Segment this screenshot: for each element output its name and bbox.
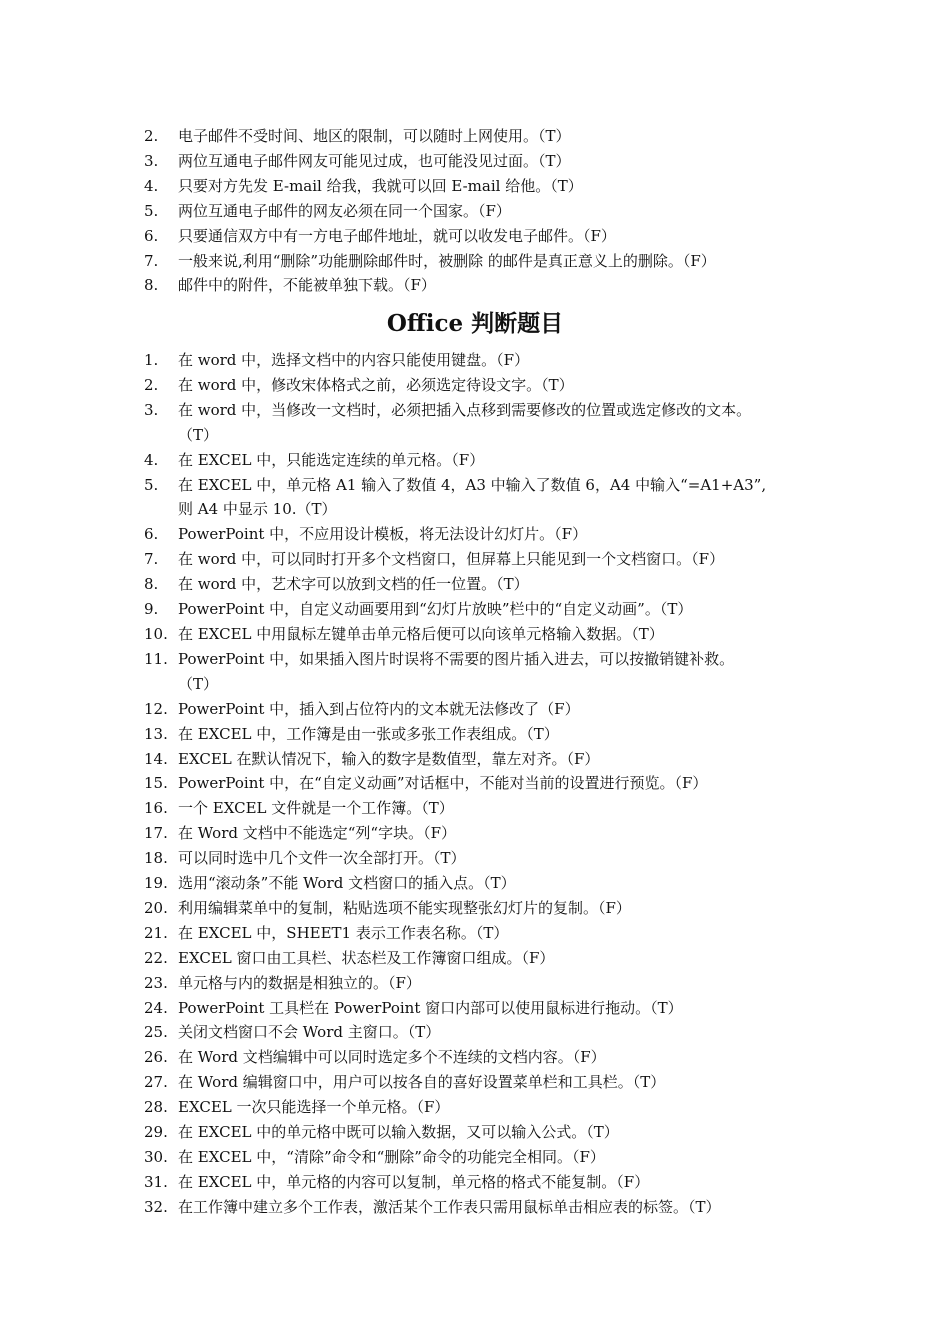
office-question-list (0, 348, 950, 1220)
question-text-line: 两位互通电子邮件的网友必须在同一个国家。（F） (178, 201, 511, 220)
question-number: 15. (144, 774, 168, 793)
question-item (0, 996, 950, 1021)
question-item (0, 348, 950, 373)
question-number: 23. (144, 973, 168, 992)
question-text-line: 只要通信双方中有一方电子邮件地址，就可以收发电子邮件。（F） (178, 226, 616, 245)
question-text-line: 在工作簿中建立多个工作表，激活某个工作表只需用鼠标单击相应表的标签。（T） (178, 1197, 721, 1216)
question-number: 27. (144, 1073, 168, 1092)
section-title: Office 判断题目 (386, 310, 564, 337)
question-text-line: 在 EXCEL 中，单元格 A1 输入了数值 4，A3 中输入了数值 6，A4 中输入“=A1+A3”, (178, 475, 767, 494)
question-item (0, 971, 950, 996)
question-item (0, 1120, 950, 1145)
question-item (0, 1045, 950, 1070)
question-text-line: EXCEL 在默认情况下，输入的数字是数值型，靠左对齐。（F） (178, 749, 600, 768)
question-text-line: 电子邮件不受时间、地区的限制，可以随时上网使用。（T） (178, 127, 571, 145)
question-item (0, 921, 950, 946)
question-number: 2. (144, 127, 159, 145)
question-number: 6. (144, 226, 159, 245)
question-number: 7. (144, 251, 159, 270)
question-item (0, 174, 950, 199)
question-item (0, 473, 950, 523)
question-number: 26. (144, 1048, 168, 1067)
question-item (0, 522, 950, 547)
question-item (0, 1095, 950, 1120)
question-number: 4. (144, 450, 159, 469)
question-text-line: 单元格与内的数据是相独立的。（F） (178, 973, 421, 992)
question-item (0, 722, 950, 747)
question-item (0, 1020, 950, 1045)
question-text-line: 在 EXCEL 中，工作簿是由一张或多张工作表组成。（T） (178, 724, 559, 743)
question-number: 18. (144, 849, 168, 868)
question-number: 5. (144, 475, 159, 494)
question-number: 25. (144, 1023, 168, 1042)
question-number: 6. (144, 525, 159, 544)
question-text-line: 一般来说,利用“删除”功能删除邮件时，被删除 的邮件是真正意义上的删除。（F） (178, 251, 716, 270)
email-question-list (0, 124, 950, 298)
question-item (0, 398, 950, 448)
question-item (0, 747, 950, 772)
question-text-line: 只要对方先发 E-mail 给我，我就可以回 E-mail 给他。（T） (178, 176, 583, 195)
question-item (0, 547, 950, 572)
question-number: 14. (144, 749, 168, 768)
question-item (0, 224, 950, 249)
question-text-line: 在 EXCEL 中，“清除”命令和“删除”命令的功能完全相同。（F） (178, 1148, 605, 1166)
question-item (0, 249, 950, 274)
question-item (0, 373, 950, 398)
question-number: 11. (144, 649, 168, 668)
question-item (0, 946, 950, 971)
question-number: 5. (144, 201, 159, 220)
question-text-line: PowerPoint 中，如果插入图片时误将不需要的图片插入进去，可以按撤销键补救。 (178, 649, 735, 668)
question-item (0, 896, 950, 921)
question-text-line: 在 word 中，艺术字可以放到文档的任一位置。（T） (178, 575, 529, 594)
question-text-line: PowerPoint 工具栏在 PowerPoint 窗口内部可以使用鼠标进行拖动。（T） (178, 998, 683, 1017)
question-item (0, 796, 950, 821)
question-number: 3. (144, 151, 159, 170)
question-text-line: EXCEL 窗口由工具栏、状态栏及工作簿窗口组成。（F） (178, 948, 555, 967)
question-number: 22. (144, 948, 168, 967)
question-text-line: 关闭文档窗口不会 Word 主窗口。（T） (178, 1023, 441, 1042)
question-number: 2. (144, 375, 159, 394)
question-number: 4. (144, 176, 159, 195)
question-text-line: 在 EXCEL 中用鼠标左键单击单元格后便可以向该单元格输入数据。（T） (178, 624, 664, 643)
question-text-line: （T） (178, 425, 219, 444)
question-number: 13. (144, 724, 168, 743)
question-number: 8. (144, 575, 159, 594)
question-item (0, 697, 950, 722)
question-text-line: 邮件中的附件，不能被单独下载。（F） (178, 276, 436, 295)
question-number: 28. (144, 1098, 168, 1117)
question-item (0, 647, 950, 697)
question-text-line: （T） (178, 674, 219, 693)
question-text-line: PowerPoint 中，在“自定义动画”对话框中，不能对当前的设置进行预览。（F） (178, 774, 708, 793)
question-number: 17. (144, 824, 168, 843)
question-text-line: 在 word 中，选择文档中的内容只能使用键盘。（F） (178, 351, 530, 369)
question-text-line: 在 word 中，可以同时打开多个文档窗口，但屏幕上只能见到一个文档窗口。（F） (178, 550, 725, 569)
question-text-line: 利用编辑菜单中的复制，粘贴选项不能实现整张幻灯片的复制。（F） (178, 898, 631, 917)
question-item (0, 124, 950, 149)
question-number: 29. (144, 1123, 168, 1142)
question-item (0, 572, 950, 597)
question-number: 24. (144, 998, 168, 1017)
question-number: 12. (144, 699, 168, 718)
question-text-line: 一个 EXCEL 文件就是一个工作簿。（T） (178, 799, 454, 818)
question-number: 1. (144, 351, 159, 369)
question-number: 7. (144, 550, 159, 569)
question-text-line: PowerPoint 中，插入到占位符内的文本就无法修改了（F） (178, 699, 580, 718)
question-text-line: 在 Word 文档中不能选定“列“字块。（F） (178, 824, 456, 843)
question-text-line: 两位互通电子邮件网友可能见过成，也可能没见过面。（T） (178, 151, 571, 170)
question-text-line: EXCEL 一次只能选择一个单元格。（F） (178, 1098, 450, 1117)
question-item (0, 448, 950, 473)
question-item (0, 771, 950, 796)
question-number: 10. (144, 624, 168, 643)
question-text-line: 在 Word 编辑窗口中，用户可以按各自的喜好设置菜单栏和工具栏。（T） (178, 1073, 666, 1092)
question-item (0, 622, 950, 647)
question-item (0, 1170, 950, 1195)
question-text-line: 在 word 中，修改宋体格式之前，必须选定待设文字。（T） (178, 375, 574, 394)
question-number: 31. (144, 1172, 168, 1191)
question-number: 19. (144, 874, 168, 893)
question-text-line: 则 A4 中显示 10.（T） (178, 500, 337, 519)
question-text-line: 可以同时选中几个文件一次全部打开。（T） (178, 849, 466, 868)
question-text-line: 在 word 中，当修改一文档时，必须把插入点移到需要修改的位置或选定修改的文本。 (178, 400, 752, 419)
question-number: 20. (144, 898, 168, 917)
question-number: 16. (144, 799, 168, 818)
question-item (0, 1070, 950, 1095)
question-number: 9. (144, 600, 159, 619)
question-item (0, 597, 950, 622)
question-item (0, 1195, 950, 1220)
question-text-line: PowerPoint 中，不应用设计模板，将无法设计幻灯片。（F） (178, 525, 588, 544)
question-number: 32. (144, 1197, 168, 1216)
question-item (0, 273, 950, 298)
question-text-line: 在 Word 文档编辑中可以同时选定多个不连续的文档内容。（F） (178, 1048, 606, 1067)
question-text-line: PowerPoint 中，自定义动画要用到“幻灯片放映”栏中的“自定义动画”。（T） (178, 600, 693, 619)
question-item (0, 871, 950, 896)
question-item (0, 149, 950, 174)
question-item (0, 199, 950, 224)
question-number: 8. (144, 276, 159, 295)
question-text-line: 在 EXCEL 中的单元格中既可以输入数据，又可以输入公式。（T） (178, 1123, 619, 1142)
question-item (0, 821, 950, 846)
question-item (0, 1145, 950, 1170)
question-text-line: 在 EXCEL 中，单元格的内容可以复制，单元格的格式不能复制。（F） (178, 1172, 650, 1191)
question-text-line: 在 EXCEL 中，SHEET1 表示工作表名称。（T） (178, 923, 509, 942)
question-text-line: 选用“滚动条”不能 Word 文档窗口的插入点。（T） (178, 874, 516, 893)
question-item (0, 846, 950, 871)
question-number: 21. (144, 923, 168, 942)
question-number: 30. (144, 1148, 168, 1166)
question-number: 3. (144, 400, 159, 419)
question-text-line: 在 EXCEL 中，只能选定连续的单元格。（F） (178, 450, 485, 469)
